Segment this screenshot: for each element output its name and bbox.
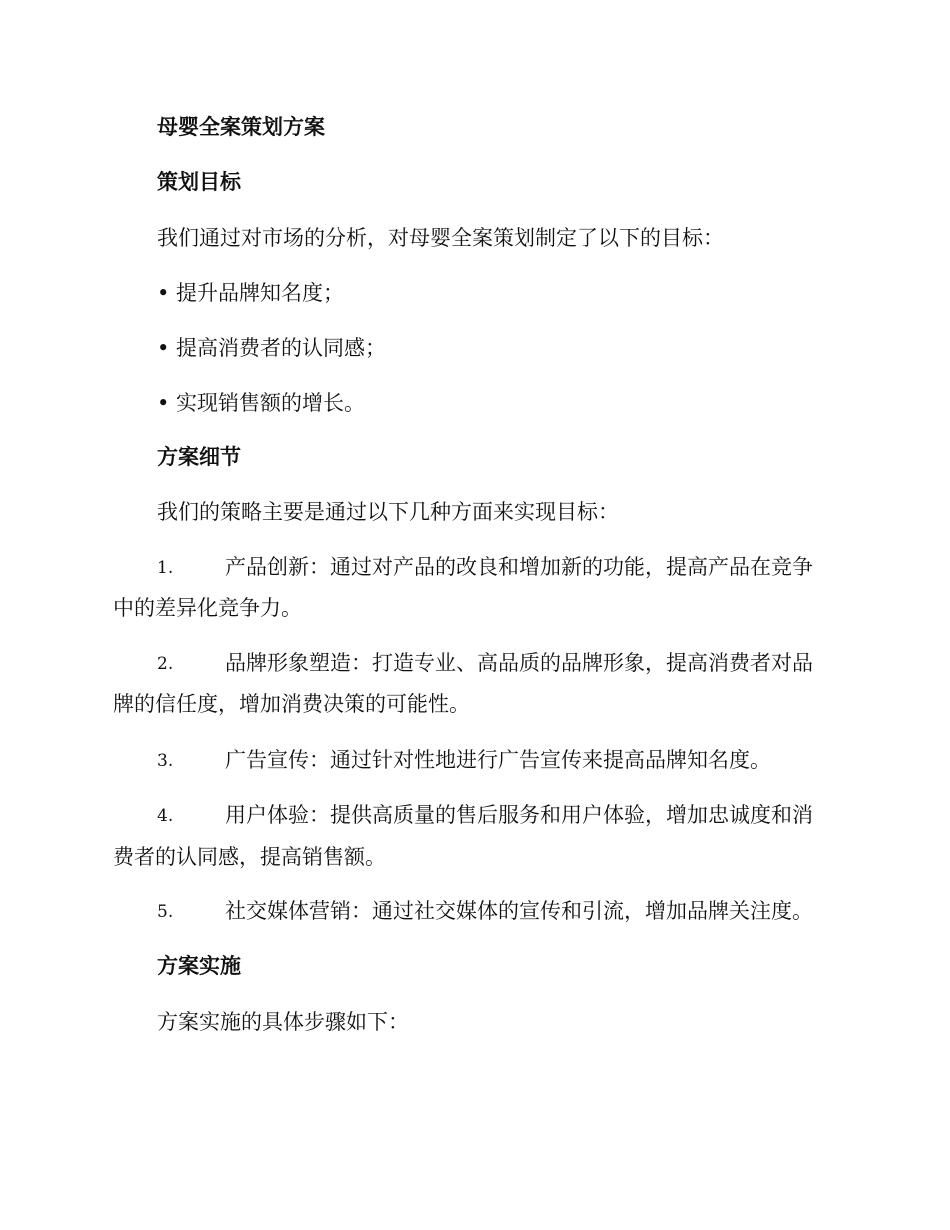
list-item-text: 品牌形象塑造：打造专业、高品质的品牌形象，提高消费者对品 (225, 651, 813, 675)
section-heading-details: 方案细节 (157, 444, 241, 469)
list-item-text: 社交媒体营销：通过社交媒体的宣传和引流，增加品牌关注度。 (225, 899, 813, 923)
list-item-number: 5. (157, 902, 174, 922)
list-item-text: 广告宣传：通过针对性地进行广告宣传来提高品牌知名度。 (225, 748, 771, 772)
list-item-number: 4. (157, 806, 174, 826)
section-heading-implementation: 方案实施 (157, 953, 241, 978)
list-item-text: 产品创新：通过对产品的改良和增加新的功能，提高产品在竞争 (225, 555, 813, 579)
list-item-number: 2. (157, 654, 174, 674)
list-item-continuation: 中的差异化竞争力。 (113, 596, 302, 620)
list-item-text: 用户体验：提供高质量的售后服务和用户体验，增加忠诚度和消 (225, 803, 813, 827)
goal-bullet: • 提升品牌知名度； (157, 281, 345, 305)
goal-bullet: • 提高消费者的认同感； (157, 336, 387, 360)
list-item-number: 1. (157, 558, 174, 578)
list-item-number: 3. (157, 751, 174, 771)
list-item-continuation: 牌的信任度，增加消费决策的可能性。 (113, 692, 470, 716)
details-intro: 我们的策略主要是通过以下几种方面来实现目标： (157, 500, 619, 524)
goals-intro: 我们通过对市场的分析，对母婴全案策划制定了以下的目标： (157, 226, 724, 250)
implementation-intro: 方案实施的具体步骤如下： (157, 1010, 409, 1034)
document-title: 母婴全案策划方案 (157, 114, 325, 139)
list-item-continuation: 费者的认同感，提高销售额。 (113, 845, 386, 869)
goal-bullet: • 实现销售额的增长。 (157, 391, 366, 415)
section-heading-goals: 策划目标 (157, 169, 241, 194)
